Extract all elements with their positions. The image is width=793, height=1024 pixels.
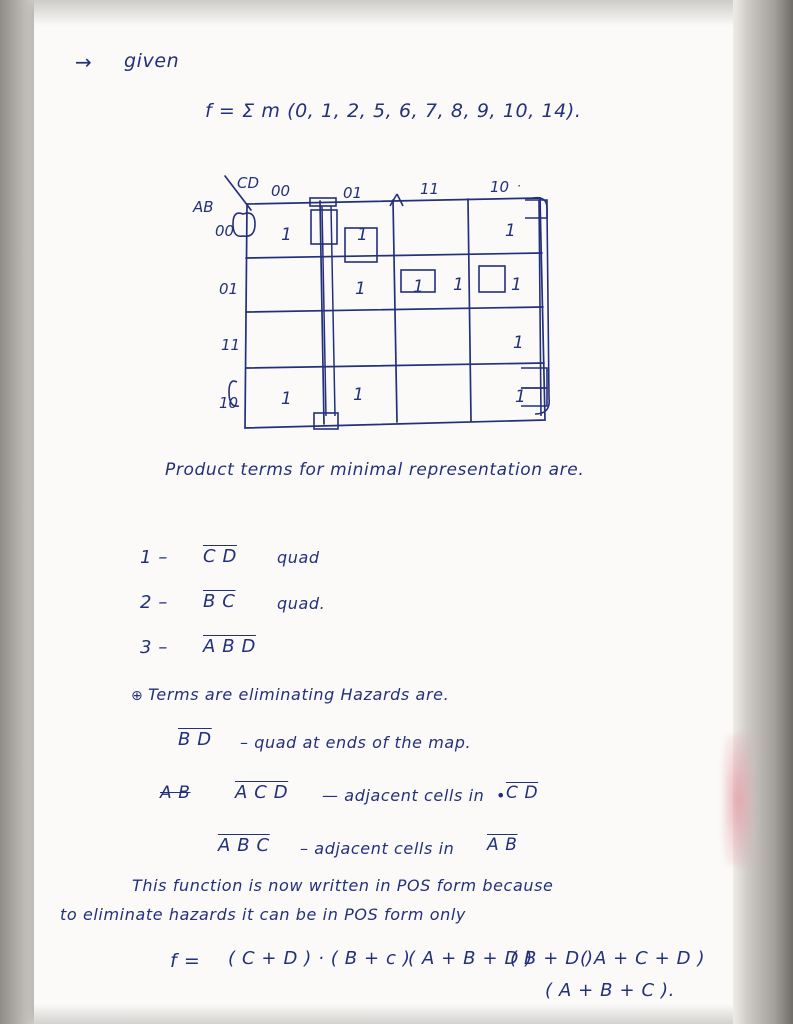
final-equation-lhs: f = <box>170 950 201 972</box>
kmap-cell-r1c2b: 1 <box>453 275 464 295</box>
hazard-2-tail: C D <box>506 783 539 803</box>
kmap-cell-r0c1: 1 <box>357 225 368 245</box>
kmap-cell-r0c3: 1 <box>505 221 516 241</box>
hazard-3-tail: A B <box>487 835 518 855</box>
term-1-number: 1 – <box>140 547 168 568</box>
kmap-cell-r3c3: 1 <box>515 387 526 407</box>
hazard-2-expression: A C D <box>235 782 289 803</box>
paper-sheet <box>34 0 749 1024</box>
kmap-col-11: 11 <box>420 180 440 198</box>
kmap-row-10: 10 <box>219 394 239 412</box>
karnaugh-map <box>185 170 585 460</box>
term-1-note: quad <box>277 548 320 567</box>
hazard-2-struck: A B <box>160 783 191 803</box>
term-3-expression: A B D <box>203 636 256 657</box>
kmap-col-10-dot: · <box>517 179 521 193</box>
function-definition: f = Σ m (0, 1, 2, 5, 6, 7, 8, 9, 10, 14). <box>205 100 582 122</box>
term-3-number: 3 – <box>140 637 168 658</box>
hazard-1-expression: B D <box>178 729 212 750</box>
kmap-col-00: 00 <box>271 182 291 200</box>
kmap-col-01: 01 <box>343 184 363 202</box>
kmap-row-11: 11 <box>221 336 241 354</box>
eliminating-heading: Terms are eliminating Hazards are. <box>148 685 450 704</box>
pink-smudge <box>723 735 753 865</box>
page-bottom-shading <box>34 1004 749 1024</box>
final-equation-part-3: ( B + D ) <box>510 948 594 969</box>
kmap-label-ab: AB <box>193 198 214 216</box>
kmap-label-cd: CD <box>237 174 260 192</box>
hazard-1-note: – quad at ends of the map. <box>240 733 472 752</box>
kmap-cell-r2c3: 1 <box>513 333 524 353</box>
kmap-cell-r1c2: 1 <box>413 277 424 297</box>
hazard-3-expression: A B C <box>218 835 270 856</box>
term-2-number: 2 – <box>140 592 168 613</box>
final-equation-part-2: ( A + B + D ) <box>408 948 533 969</box>
final-equation-part-1: ( C + D ) · ( B + c ) <box>228 948 411 969</box>
kmap-col-10: 10 <box>490 178 510 196</box>
page-top-shading <box>34 0 749 26</box>
closing-line-1: This function is now written in POS form because <box>132 876 554 895</box>
term-1-expression: C D <box>203 546 237 567</box>
closing-line-2: to eliminate hazards it can be in POS form only <box>60 905 466 924</box>
kmap-cell-r3c1: 1 <box>353 385 364 405</box>
kmap-cell-r1c3: 1 <box>511 275 522 295</box>
kmap-row-00: 00 <box>215 222 235 240</box>
page-edge-right-shadow <box>747 0 793 1024</box>
hazard-2-note: — adjacent cells in <box>322 786 485 805</box>
bullet-icon: ⊕ <box>131 688 144 704</box>
hazard-2-dot: • <box>496 786 507 805</box>
term-2-expression: B C <box>203 591 236 612</box>
hazard-3-note: – adjacent cells in <box>300 839 455 858</box>
kmap-cell-r3c0: 1 <box>281 389 292 409</box>
page-edge-left-shadow <box>0 0 36 1024</box>
kmap-cell-r0c0: 1 <box>281 225 292 245</box>
term-2-note: quad. <box>277 594 326 613</box>
kmap-cell-r1c1: 1 <box>355 279 366 299</box>
final-equation-part-4: ( A + C + D ) <box>580 948 706 969</box>
arrow-icon: → <box>75 50 93 74</box>
final-equation-part-5: ( A + B + C ). <box>545 980 675 1001</box>
kmap-row-01: 01 <box>219 280 239 298</box>
product-terms-heading: Product terms for minimal representation are. <box>165 460 585 480</box>
given-label: given <box>124 50 180 72</box>
